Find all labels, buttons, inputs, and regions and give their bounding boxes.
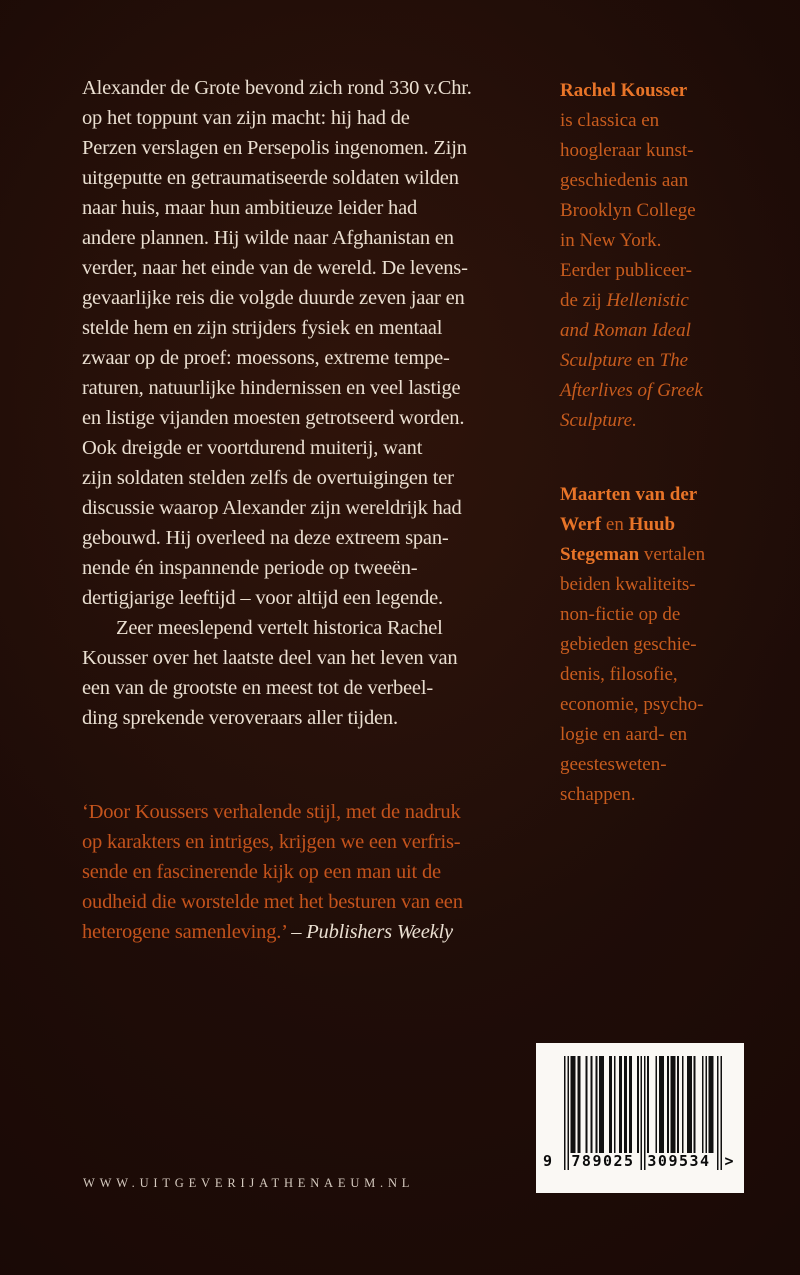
text-line: Brooklyn College xyxy=(560,200,696,221)
text-line: Sculpture. xyxy=(560,410,637,431)
text-line: Stegeman vertalen xyxy=(560,544,706,565)
text-line: Afterlives of Greek xyxy=(560,380,703,401)
text-line: de zij Hellenistic xyxy=(560,290,689,311)
text-line: Rachel Kousser xyxy=(560,80,688,101)
sidebar-bios xyxy=(560,76,750,810)
text-line: Sculpture en The xyxy=(560,350,689,371)
barcode-digit-group2: 309534 xyxy=(647,1152,711,1170)
text-line: Perzen verslagen en Persepolis ingenomen. Zijn xyxy=(82,137,467,159)
author-bio xyxy=(560,76,750,436)
text-line: in New York. xyxy=(560,230,662,251)
text-line: Alexander de Grote bevond zich rond 330 v.Chr. xyxy=(82,77,472,99)
text-line: sende en fascinerende kijk op een man uit de xyxy=(82,861,441,883)
text-line: verder, naar het einde van de wereld. De levens- xyxy=(82,257,468,279)
text-line: nende én inspannende periode op tweeën- xyxy=(82,557,418,579)
text-line: uitgeputte en getraumatiseerde soldaten wilden xyxy=(82,167,459,189)
publisher-website: WWW.UITGEVERIJATHENAEUM.NL xyxy=(83,1176,415,1190)
text-line: op het toppunt van zijn macht: hij had de xyxy=(82,107,410,129)
text-line: ding sprekende veroveraars aller tijden. xyxy=(82,707,398,729)
text-line: non-fictie op de xyxy=(560,604,681,625)
text-line: geschiedenis aan xyxy=(560,170,689,191)
text-line: beiden kwaliteits- xyxy=(560,574,696,595)
blurb-paragraph-2 xyxy=(82,613,532,733)
text-line: discussie waarop Alexander zijn wereldrijk had xyxy=(82,497,462,519)
text-line: geestesweten- xyxy=(560,754,667,775)
text-line: hoogleraar kunst- xyxy=(560,140,694,161)
text-line: andere plannen. Hij wilde naar Afghanistan en xyxy=(82,227,454,249)
text-line: gebouwd. Hij overleed na deze extreem span- xyxy=(82,527,449,549)
text-line: oudheid die worstelde met het besturen van een xyxy=(82,891,463,913)
text-line: stelde hem en zijn strijders fysiek en mentaal xyxy=(82,317,443,339)
text-line: Maarten van der xyxy=(560,484,698,505)
text-line: en listige vijanden moesten getrotseerd worden. xyxy=(82,407,465,429)
text-line: gebieden geschie- xyxy=(560,634,697,655)
translators-bio xyxy=(560,480,750,810)
text-line: logie en aard- en xyxy=(560,724,688,745)
text-line: denis, filosofie, xyxy=(560,664,678,685)
text-line: and Roman Ideal xyxy=(560,320,691,341)
barcode xyxy=(536,1043,744,1193)
text-line: Ook dreigde er voortdurend muiterij, want xyxy=(82,437,423,459)
barcode-digit-first: 9 xyxy=(543,1152,553,1170)
text-line: ‘Door Koussers verhalende stijl, met de nadruk xyxy=(82,801,461,823)
text-line: zijn soldaten stelden zelfs de overtuigingen ter xyxy=(82,467,454,489)
text-line: Eerder publiceer- xyxy=(560,260,693,281)
text-line: dertigjarige leeftijd – voor altijd een legende. xyxy=(82,587,443,609)
review-quote xyxy=(82,797,552,947)
text-line: naar huis, maar hun ambitieuze leider had xyxy=(82,197,418,219)
text-line: op karakters en intriges, krijgen we een verfris- xyxy=(82,831,461,853)
text-line: heterogene samenleving.’ – Publishers Weekly xyxy=(82,921,453,943)
text-line: zwaar op de proef: moessons, extreme tempe- xyxy=(82,347,450,369)
text-line: economie, psycho- xyxy=(560,694,704,715)
barcode-quiet-zone-indicator: > xyxy=(724,1152,734,1170)
text-line: een van de grootste en meest tot de verbeel- xyxy=(82,677,433,699)
text-line: gevaarlijke reis die volgde duurde zeven jaar en xyxy=(82,287,465,309)
text-line: Zeer meeslepend vertelt historica Rachel xyxy=(116,617,443,639)
blurb xyxy=(82,73,532,733)
text-line: raturen, natuurlijke hindernissen en veel lastige xyxy=(82,377,461,399)
text-line: Kousser over het laatste deel van het leven van xyxy=(82,647,458,669)
blurb-paragraph-1 xyxy=(82,73,532,613)
text-line: schappen. xyxy=(560,784,636,805)
text-line: is classica en xyxy=(560,110,660,131)
text-line: Werf en Huub xyxy=(560,514,676,535)
barcode-digit-group1: 789025 xyxy=(571,1152,635,1170)
